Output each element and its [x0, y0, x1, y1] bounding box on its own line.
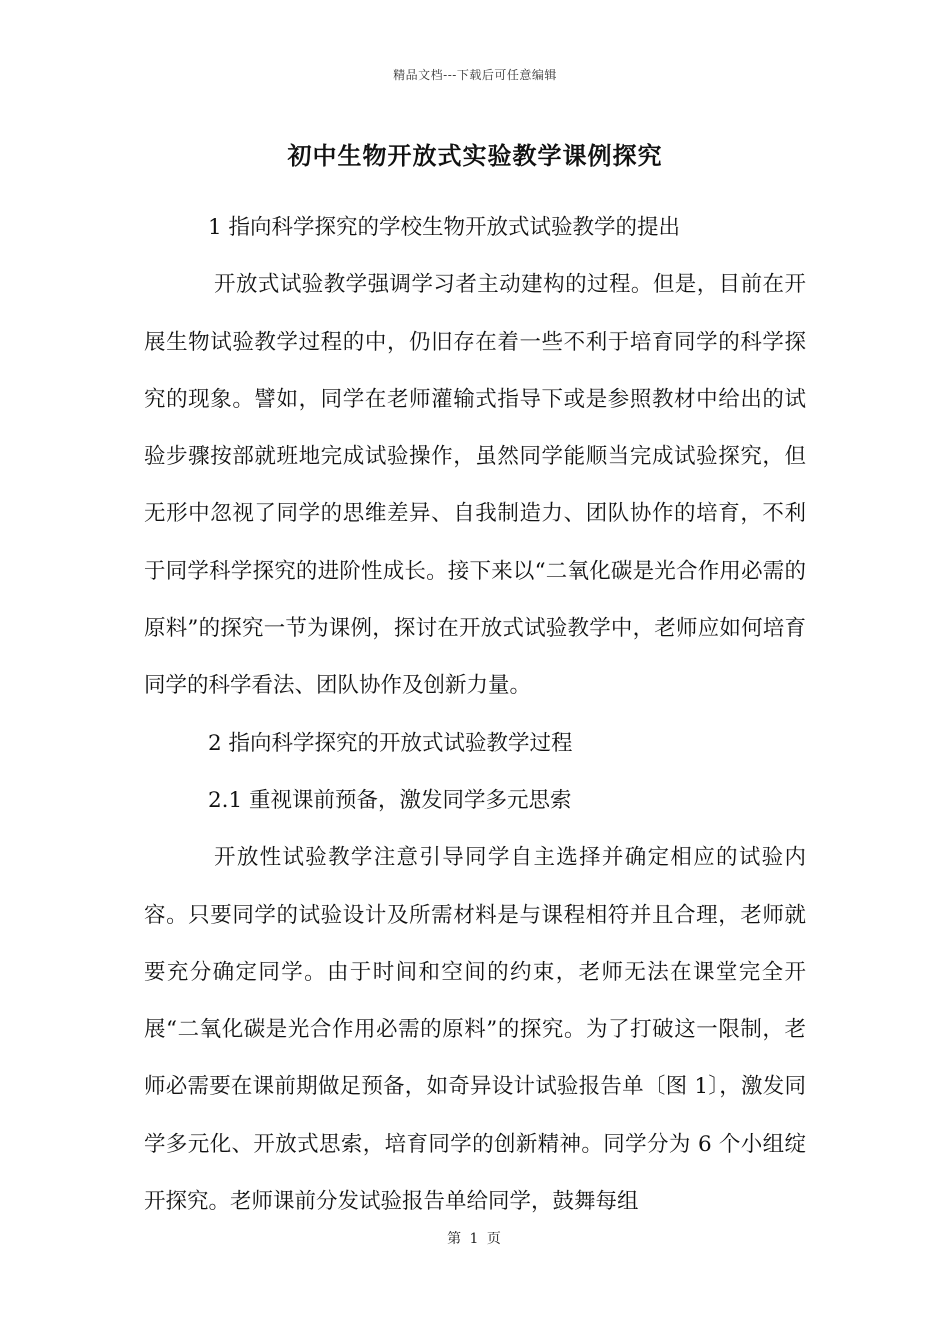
- paragraph-2: 开放性试验教学注意引导同学自主选择并确定相应的试验内容。只要同学的试验设计及所需材料是与课程相符并且合理，老师就要充分确定同学。由于时间和空间的约束，老师无法在课堂完全开展“二氧化碳是光合作用必需的原料”的探究。为了打破这一限制，老师必需要在课前期做足预备，如奇异设计试验报告单〔图 1〕，激发同学多元化、开放式思索，培育同学的创新精神。同学分为 6 个小组绽开探究。老师课前分发试验报告单给同学，鼓舞每组: [144, 845, 806, 1215]
- page-header: 精品文档---下载后可任意编辑: [393, 68, 557, 82]
- subsection-heading-2-1: 2.1 重视课前预备，激发同学多元思索: [208, 787, 572, 813]
- document-title: 初中生物开放式实验教学课例探究: [287, 141, 663, 170]
- document-body: [144, 199, 806, 1230]
- section-heading-1: 1 指向科学探究的学校生物开放式试验教学的提出: [208, 215, 681, 240]
- section-heading-2: 2 指向科学探究的开放式试验教学过程: [208, 730, 573, 756]
- paragraph-1: 开放式试验教学强调学习者主动建构的过程。但是，目前在开展生物试验教学过程的中，仍旧存在着一些不利于培育同学的科学探究的现象。譬如，同学在老师灌输式指导下或是参照教材中给出的试验步骤按部就班地完成试验操作，虽然同学能顺当完成试验探究，但无形中忽视了同学的思维差异、自我制造力、团队协作的培育，不利于同学科学探究的进阶性成长。接下来以“二氧化碳是光合作用必需的原料”的探究一节为课例，探讨在开放式试验教学中，老师应如何培育同学的科学看法、团队协作及创新力量。: [144, 272, 806, 699]
- page-number: 第 1 页: [447, 1231, 503, 1247]
